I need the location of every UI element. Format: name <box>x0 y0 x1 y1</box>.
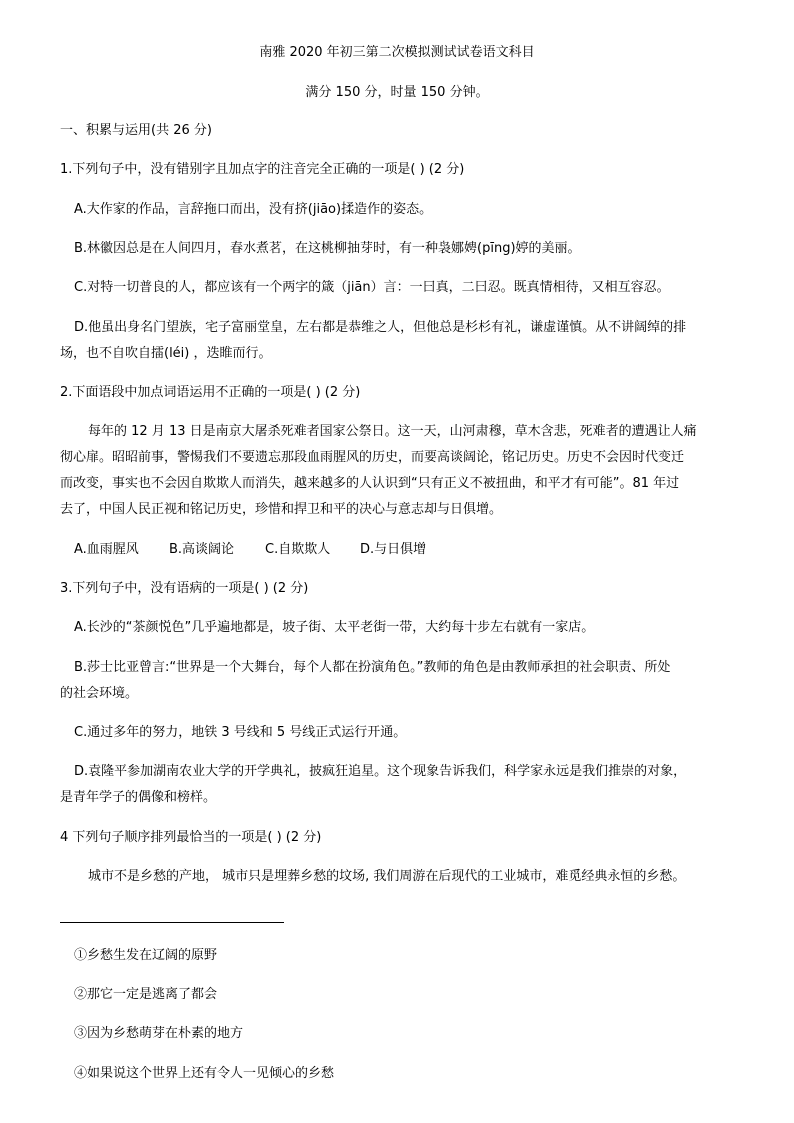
question-2-options <box>74 542 426 558</box>
question-2-passage-line1: 每年的 12 月 13 日是南京大屠杀死难者国家公祭日。这一天，山河肃穆，草木含悲，死难者的遭遇让人痛 <box>88 424 697 439</box>
question-1-option-c: C.对特一切普良的人，都应该有一个两字的箴（jiān）言：一曰真，二曰忍。既真情相待，又相互容忍。 <box>74 280 670 295</box>
section-heading: 一、积累与运用(共 26 分) <box>60 123 212 138</box>
question-1-option-b: B.林徽因总是在人间四月，春水煮茗，在这桃柳抽芽时，有一种袅娜娉(pīng)婷的美丽。 <box>74 241 581 256</box>
question-3-option-b-line2: 的社会环境。 <box>60 686 139 701</box>
question-1-option-d-line2: 场，也不自吹自擂(léi) ，迭睢而行。 <box>60 346 272 361</box>
question-4-stem: 4 下列句子顺序排列最恰当的一项是( ) (2 分) <box>60 830 322 845</box>
divider-line <box>60 922 284 923</box>
question-4-passage: 城市不是乡愁的产地， 城市只是埋葬乡愁的坟场, 我们周游在后现代的工业城市，难觅经典永恒的乡愁。 <box>88 869 686 884</box>
question-3-option-d-line1: D.袁隆平参加湖南农业大学的开学典礼，披疯狂追星。这个现象告诉我们，科学家永远是我们推崇的对象， <box>74 764 687 779</box>
page-title: 南雅 2020 年初三第二次模拟测试试卷语文科目 <box>259 45 535 60</box>
question-2-passage-line3: 而改变，事实也不会因自欺欺人而消失，越来越多的人认识到“只有正义不被扭曲，和平才有可能”。81 年过 <box>60 476 680 491</box>
question-3-option-a: A.长沙的“茶颜悦色”几乎遍地都是，坡子街、太平老街一带，大约每十步左右就有一家店。 <box>74 620 595 635</box>
question-4-item-1: ①乡愁生发在辽阔的原野 <box>74 948 218 963</box>
question-2-option-c: C.自欺欺人 <box>265 542 331 557</box>
question-4-item-3: ③因为乡愁萌芽在朴素的地方 <box>74 1026 244 1041</box>
question-2-option-b: B.高谈阔论 <box>169 542 235 557</box>
score-time-info: 满分 150 分，时量 150 分钟。 <box>305 85 489 100</box>
question-1-stem: 1.下列句子中，没有错别字且加点字的注音完全正确的一项是( ) (2 分) <box>60 162 465 177</box>
question-2-passage-line2: 彻心扉。昭昭前事，警惕我们不要遗忘那段血雨腥风的历史，而要高谈阔论，铭记历史。历史不会因时代变迁 <box>60 450 685 465</box>
question-3-stem: 3.下列句子中，没有语病的一项是( ) (2 分) <box>60 581 309 596</box>
question-4-item-2: ②那它一定是逃离了都会 <box>74 987 218 1002</box>
question-4-item-4: ④如果说这个世界上还有令人一见倾心的乡愁 <box>74 1066 335 1081</box>
question-2-option-a: A.血雨腥风 <box>74 542 139 557</box>
question-2-passage-line4: 去了，中国人民正视和铭记历史，珍惜和捍卫和平的决心与意志却与日俱增。 <box>60 502 503 517</box>
question-3-option-b-line1: B.莎士比亚曾言:“世界是一个大舞台，每个人都在扮演角色。”教师的角色是由教师承担的社会职责、所处 <box>74 660 671 675</box>
question-1-option-a: A.大作家的作品，言辞拖口而出，没有挤(jiāo)揉造作的姿态。 <box>74 202 433 217</box>
question-2-option-d: D.与日俱增 <box>360 542 427 557</box>
question-2-stem: 2.下面语段中加点词语运用不正确的一项是( ) (2 分) <box>60 385 361 400</box>
question-1-option-d-line1: D.他虽出身名门望族，宅子富丽堂皇，左右都是恭维之人，但他总是杉杉有礼，谦虚谨慎。从不讲阔绰的排 <box>74 320 687 335</box>
question-3-option-c: C.通过多年的努力，地铁 3 号线和 5 号线正式运行开通。 <box>74 725 407 740</box>
question-3-option-d-line2: 是青年学子的偶像和榜样。 <box>60 790 217 805</box>
